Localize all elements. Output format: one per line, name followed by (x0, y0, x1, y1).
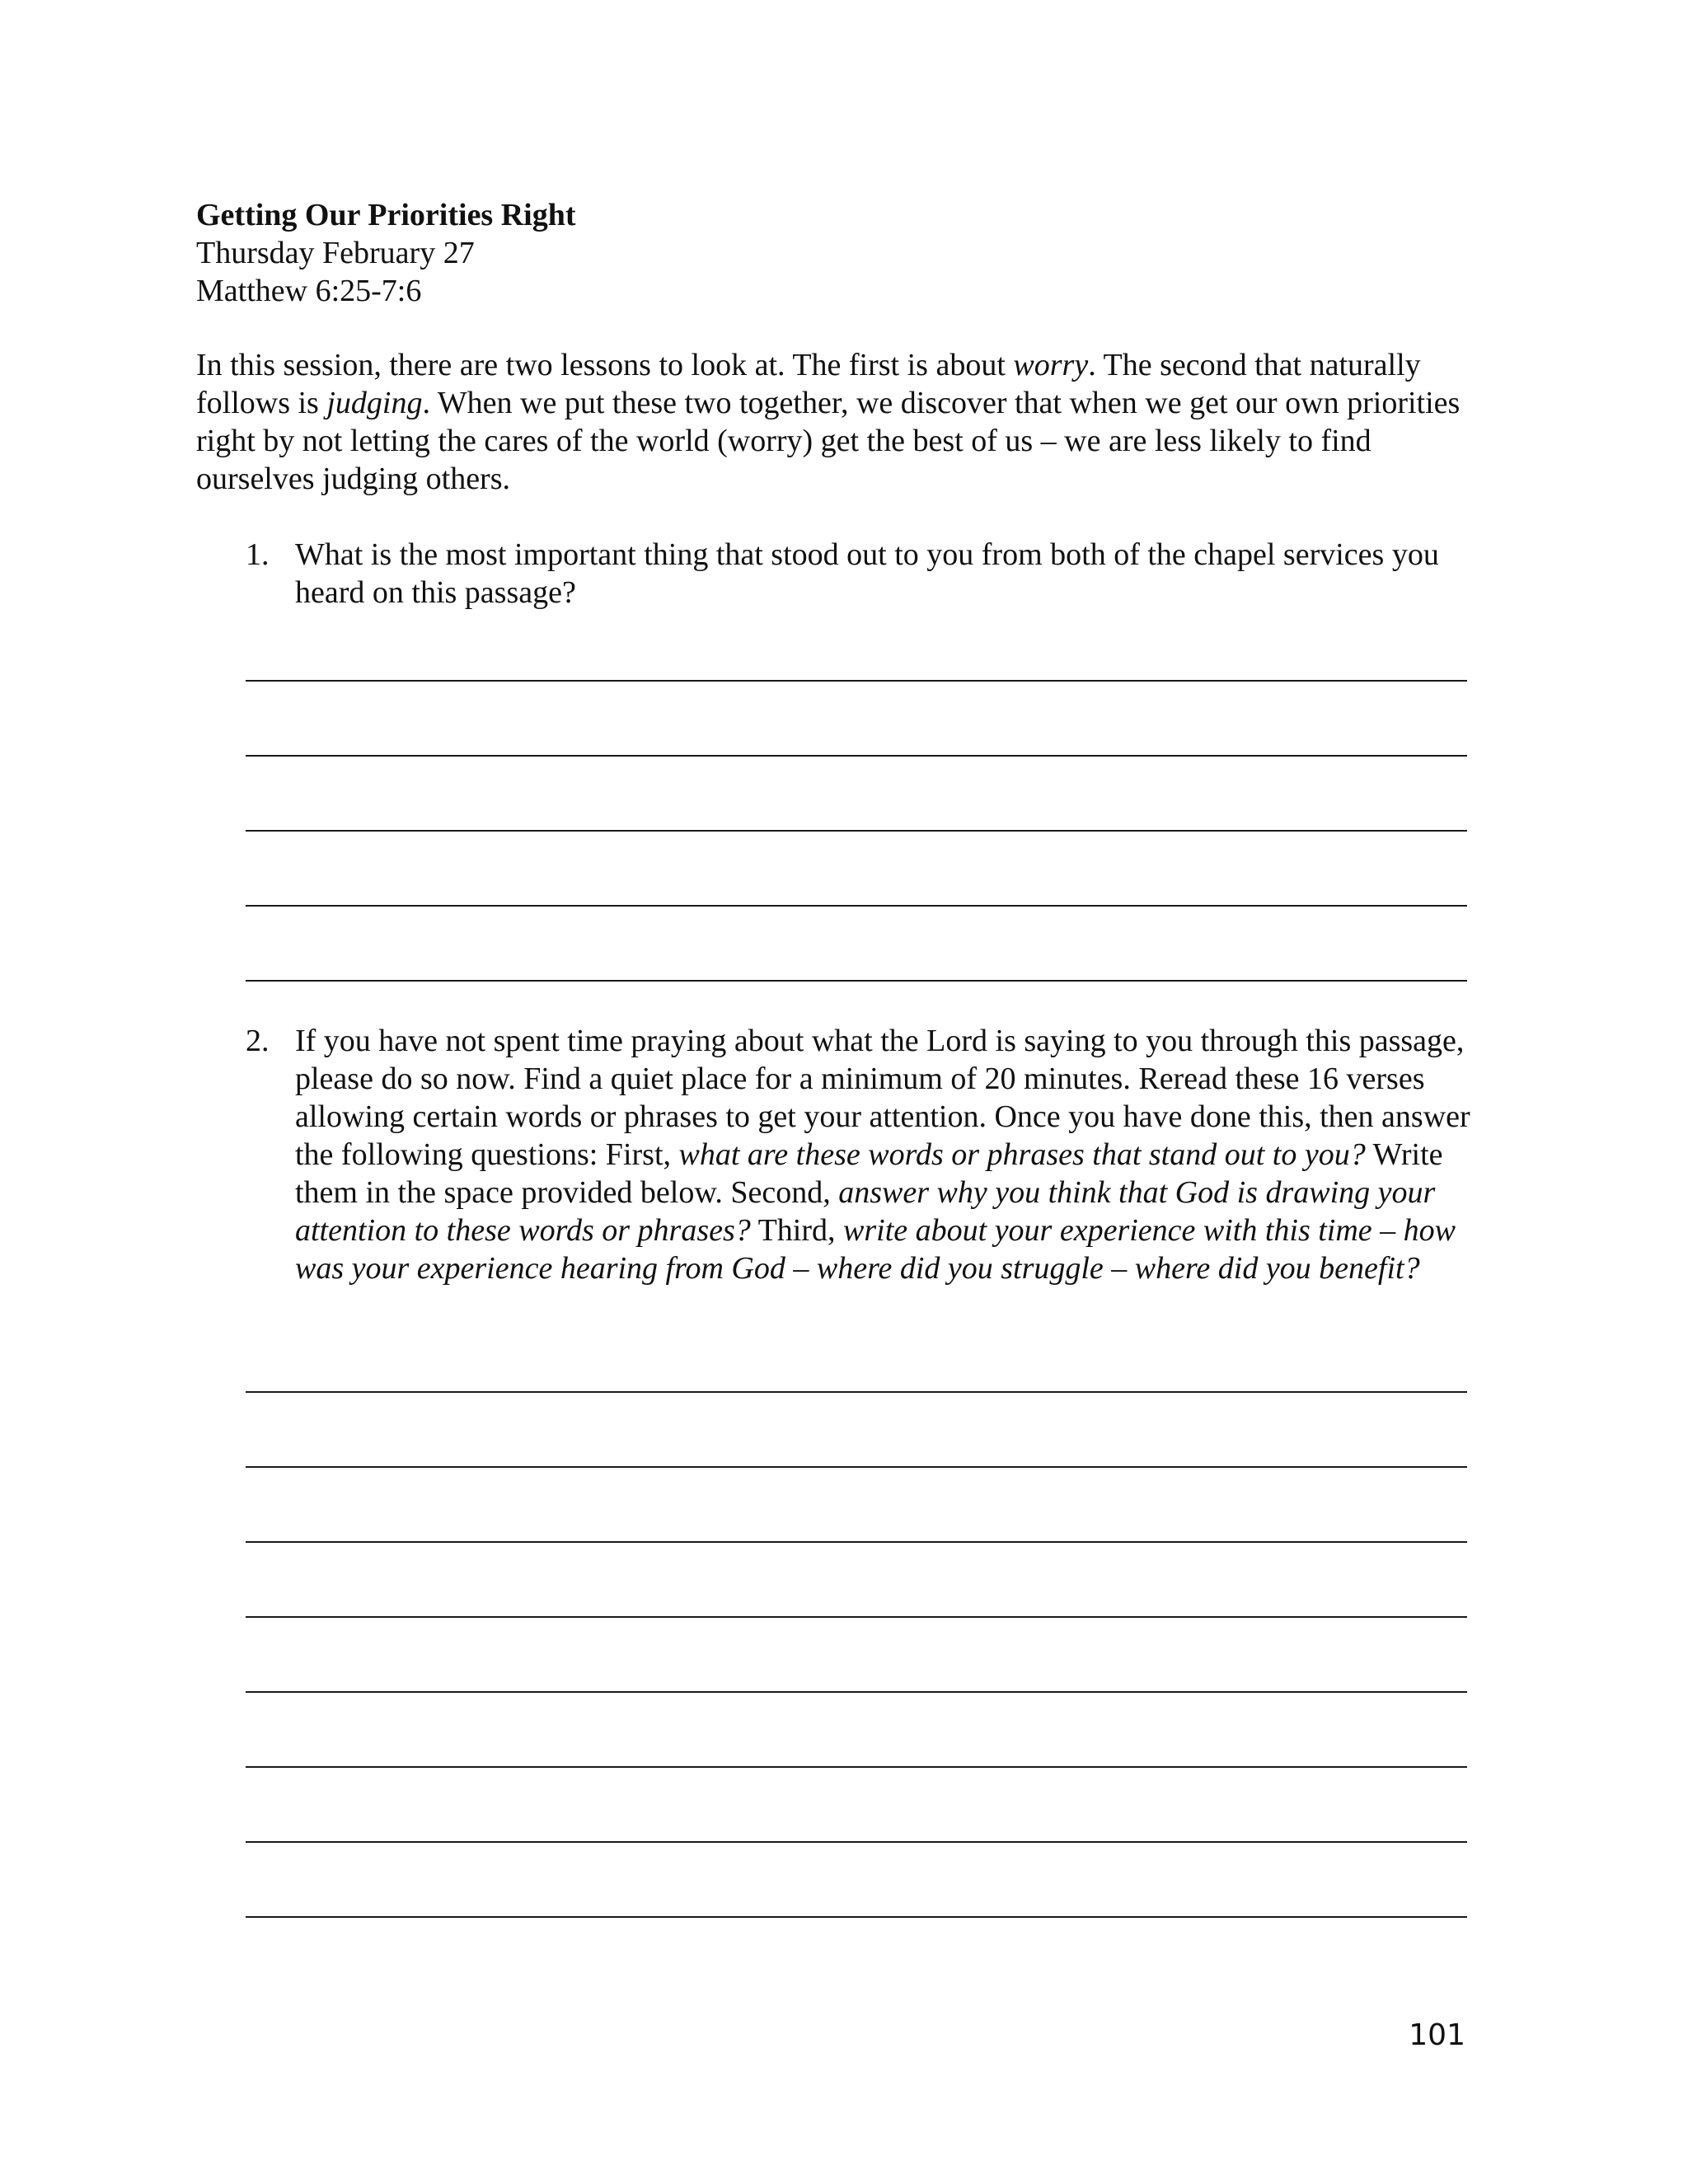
page-title: Getting Our Priorities Right (196, 198, 576, 232)
answer-line-q2-1[interactable] (246, 1391, 1467, 1393)
intro-paragraph (196, 346, 1482, 498)
answer-line-q2-5[interactable] (246, 1691, 1467, 1693)
question-2-text-3: Third, (750, 1213, 844, 1248)
question-1-text: What is the most important thing that stood out to you from both of the chapel services you heard on this passage? (295, 537, 1439, 610)
intro-text-3: . When we put these two together, we discover that when we get our own priorities right by not letting the cares of the world (worry) get the best of us – we are less likely to find ourselves judging others. (196, 386, 1461, 496)
question-2-text-2: Write them in the space provided below. Second, (295, 1137, 1443, 1210)
answer-line-q2-8[interactable] (246, 1916, 1467, 1918)
scripture-reference: Matthew 6:25-7:6 (196, 274, 422, 308)
question-2-emphasis-1: what are these words or phrases that stand out to you? (678, 1137, 1366, 1172)
answer-line-q1-1[interactable] (246, 680, 1467, 682)
intro-text-1: In this session, there are two lessons to look at. The first is about (196, 348, 1014, 382)
question-2-number: 2. (246, 1024, 270, 1058)
intro-emphasis-worry: worry (1013, 348, 1089, 382)
answer-line-q1-4[interactable] (246, 905, 1467, 907)
answer-line-q1-5[interactable] (246, 980, 1467, 982)
answer-line-q2-3[interactable] (246, 1541, 1467, 1543)
answer-line-q2-2[interactable] (246, 1466, 1467, 1468)
question-1-number: 1. (246, 537, 270, 572)
question-1 (196, 536, 1482, 612)
intro-emphasis-judging: judging (326, 386, 423, 420)
question-2-emphasis-2: answer why you think that God is drawing your attention to these words or phrases? (295, 1175, 1436, 1248)
answer-line-q2-7[interactable] (246, 1841, 1467, 1843)
answer-line-q1-3[interactable] (246, 830, 1467, 832)
question-2 (196, 1022, 1482, 1287)
answer-line-q1-2[interactable] (246, 755, 1467, 757)
page-number: 101 (1409, 2018, 1465, 2052)
question-2-text (295, 1022, 1482, 1287)
answer-line-q2-6[interactable] (246, 1766, 1467, 1768)
intro-text-2: . The second that naturally follows is (196, 348, 1421, 420)
answer-line-q2-4[interactable] (246, 1616, 1467, 1618)
question-2-emphasis-3: write about your experience with this time – how was your experience hearing from God – where did you struggle – where did you benefit? (295, 1213, 1456, 1286)
question-2-text-1: If you have not spent time praying about what the Lord is saying to you through this passage, please do so now. Find a quiet place for a minimum of 20 minutes. Reread these 16 verses allowing certain words or phrases to get your attention. Once you have done this, then answer the following questions: First, (295, 1024, 1470, 1172)
session-date: Thursday February 27 (196, 236, 475, 270)
